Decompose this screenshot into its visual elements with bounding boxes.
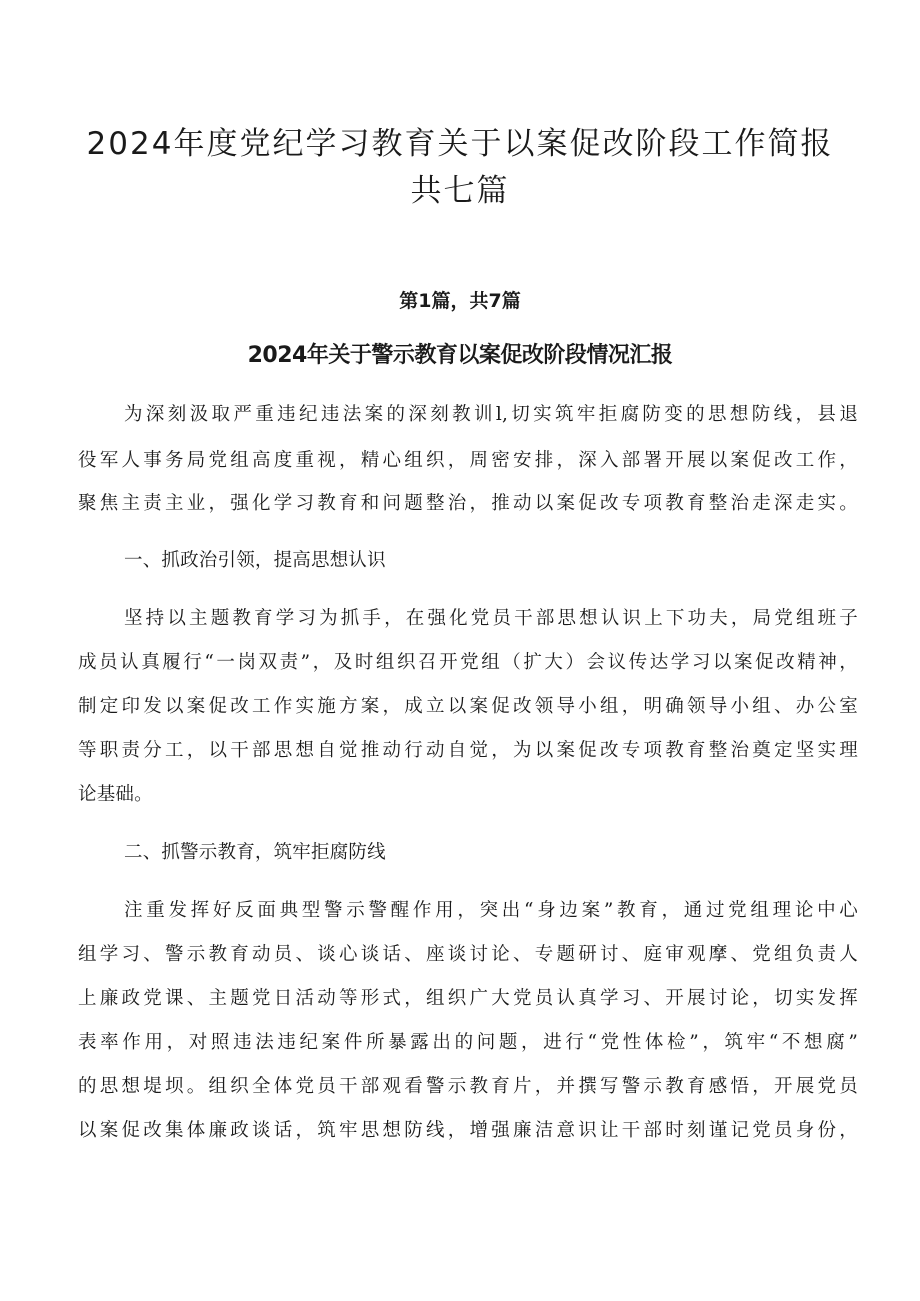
paragraph-3-line-6: 以案促改集体廉政谈话，筑牢思想防线，增强廉洁意识让干部时刻谨记党员身份， [78, 1120, 858, 1141]
paragraph-3-line-5: 的思想堤坝。组织全体党员干部观看警示教育片，并撰写警示教育感悟，开展党员 [78, 1076, 858, 1097]
section-heading-2: 二、抓警示教育，筑牢拒腐防线 [124, 842, 386, 863]
section-heading-1: 一、抓政治引领，提高思想认识 [124, 550, 386, 571]
paragraph-2-line-3: 制定印发以案促改工作实施方案，成立以案促改领导小组，明确领导小组、办公室 [78, 696, 858, 717]
document-title-line-2: 共七篇 [410, 173, 510, 209]
paragraph-3-line-3: 上廉政党课、主题党日活动等形式，组织广大党员认真学习、开展讨论，切实发挥 [78, 988, 858, 1009]
paragraph-2-line-4: 等职责分工，以干部思想自觉推动行动自觉，为以案促改专项教育整治奠定坚实理 [78, 740, 858, 761]
paragraph-3-line-4: 表率作用，对照违法违纪案件所暴露出的问题，进行“党性体检”，筑牢“不想腐” [78, 1032, 858, 1053]
part-label: 第1篇，共7篇 [399, 290, 521, 312]
paragraph-3-line-1: 注重发挥好反面典型警示警醒作用，突出“身边案”教育，通过党组理论中心 [124, 900, 858, 921]
paragraph-1-line-3: 聚焦主责主业，强化学习教育和问题整治，推动以案促改专项教育整治走深走实。 [78, 493, 858, 514]
paragraph-3-line-2: 组学习、警示教育动员、谈心谈话、座谈讨论、专题研讨、庭审观摩、党组负责人 [78, 944, 858, 965]
paragraph-1-line-2: 役军人事务局党组高度重视，精心组织，周密安排，深入部署开展以案促改工作， [78, 450, 858, 471]
paragraph-1-line-1: 为深刻汲取严重违纪违法案的深刻教训l,切实筑牢拒腐防变的思想防线，县退 [124, 404, 858, 425]
document-title-line-1: 2024年度党纪学习教育关于以案促改阶段工作简报 [86, 126, 834, 162]
section-title: 2024年关于警示教育以案促改阶段情况汇报 [247, 343, 673, 368]
paragraph-2-line-1: 坚持以主题教育学习为抓手，在强化党员干部思想认识上下功夫，局党组班子 [124, 608, 858, 629]
paragraph-2-line-5: 论基础。 [78, 784, 153, 805]
paragraph-2-line-2: 成员认真履行“一岗双责”，及时组织召开党组（扩大）会议传达学习以案促改精神， [78, 652, 858, 673]
